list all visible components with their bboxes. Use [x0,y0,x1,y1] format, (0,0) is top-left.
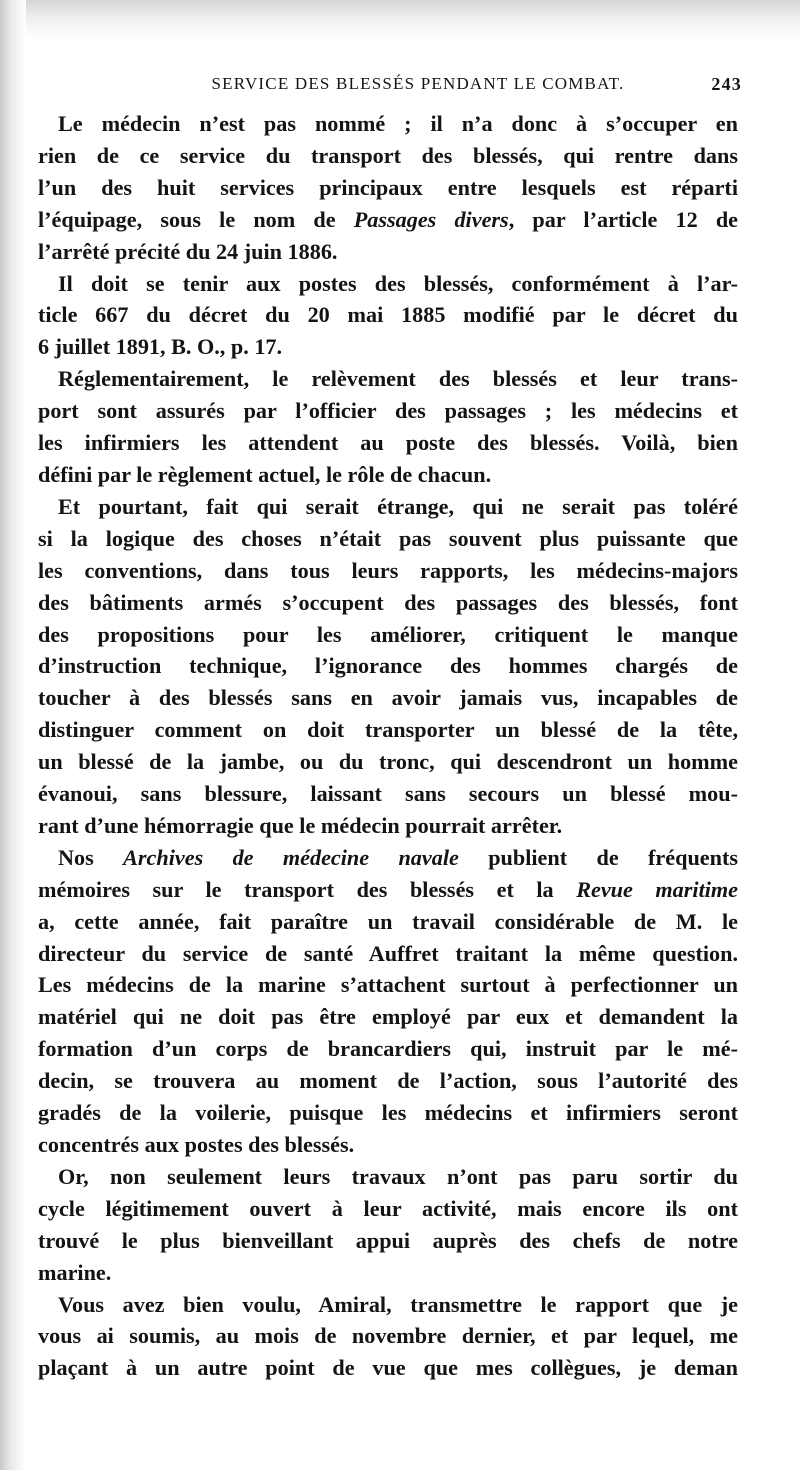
text-line: des bâtiments armés s’occupent des passages des blessés, font [38,589,738,615]
text-line: gradés de la voilerie, puisque les médecins et infirmiers seront [38,1100,738,1126]
text-line: concentrés aux postes des blessés. [38,1132,355,1157]
text-line: plaçant à un autre point de vue que mes collègues, je deman [38,1355,738,1381]
paragraph [38,1289,738,1385]
scan-edge-left [0,0,26,1470]
italic-title: Revue maritime [576,876,738,902]
text-line: vous ai soumis, au mois de novembre dernier, et par lequel, me [38,1323,738,1349]
paragraph [38,268,738,364]
paragraph [38,842,738,1161]
text-line: decin, se trouvera au moment de l’action, sous l’autorité des [38,1068,738,1094]
text-line: 6 juillet 1891, B. O., p. 17. [38,334,283,360]
text-line: évanoui, sans blessure, laissant sans secours un blessé mou- [38,781,738,807]
text-line: port sont assurés par l’officier des passages ; les médecins et [38,398,738,424]
text-line: mémoires sur le transport des blessés et la Revue maritime [38,876,738,902]
scan-edge-top [0,0,800,40]
text-line: un blessé de la jambe, ou du tronc, qui descendront un homme [38,749,738,775]
text-line: l’arrêté précité du 24 juin 1886. [38,238,338,264]
running-head [38,74,742,108]
text-line: les infirmiers les attendent au poste des blessés. Voilà, bien [38,430,738,456]
text-line: Vous avez bien voulu, Amiral, transmettre le rapport que je [58,1291,738,1317]
text-line: ticle 667 du décret du 20 mai 1885 modifié par le décret du [38,302,738,328]
text-line: Réglementairement, le relèvement des blessés et leur trans- [58,366,738,392]
text-line: cycle légitimement ouvert à leur activité, mais encore ils ont [38,1195,738,1221]
book-page [38,74,742,1384]
text-line: Et pourtant, fait qui serait étrange, qui ne serait pas toléré [58,493,738,519]
text-line: Nos Archives de médecine navale publient de fréquents [58,844,738,870]
text-line: si la logique des choses n’était pas souvent plus puissante que [38,525,738,551]
text-line: a, cette année, fait paraître un travail considérable de M. le [38,908,738,934]
paragraph [38,108,738,268]
paragraph [38,1161,738,1289]
running-head-title: SERVICE DES BLESSÉS PENDANT LE COMBAT. [211,74,625,93]
text-line: Les médecins de la marine s’attachent surtout à perfectionner un [38,972,738,998]
text-line: toucher à des blessés sans en avoir jamais vus, incapables de [38,685,738,711]
text-line: défini par le règlement actuel, le rôle de chacun. [38,461,492,487]
text-line: d’instruction technique, l’ignorance des hommes chargés de [38,653,738,679]
text-line: formation d’un corps de brancardiers qui, instruit par le mé- [38,1036,738,1062]
text-line: rant d’une hémorragie que le médecin pourrait arrêter. [38,812,563,838]
italic-title: Archives de médecine navale [123,844,459,870]
text-line: rien de ce service du transport des blessés, qui rentre dans [38,142,738,168]
paragraph [38,491,738,842]
text-line: distinguer comment on doit transporter un blessé de la tête, [38,717,738,743]
paragraph [38,363,738,491]
text-line: Or, non seulement leurs travaux n’ont pas paru sortir du [58,1163,738,1189]
text-line: l’équipage, sous le nom de Passages divers, par l’article 12 de [38,206,739,232]
text-line: l’un des huit services principaux entre lesquels est réparti [38,174,738,200]
italic-title: Passages divers [353,206,509,232]
text-line: Il doit se tenir aux postes des blessés, conformément à l’ar- [58,270,738,296]
text-line: Le médecin n’est pas nommé ; il n’a donc à s’occuper en [58,111,738,136]
page-number: 243 [711,74,742,94]
text-line: directeur du service de santé Auffret traitant la même question. [38,940,738,966]
text-line: trouvé le plus bienveillant appui auprès des chefs de notre [38,1227,738,1253]
text-line: les conventions, dans tous leurs rapports, les médecins-majors [38,557,738,583]
text-line: matériel qui ne doit pas être employé par eux et demandent la [38,1004,738,1030]
text-line: marine. [38,1259,112,1285]
text-line: des propositions pour les améliorer, critiquent le manque [38,621,738,647]
body-text [38,108,738,1384]
